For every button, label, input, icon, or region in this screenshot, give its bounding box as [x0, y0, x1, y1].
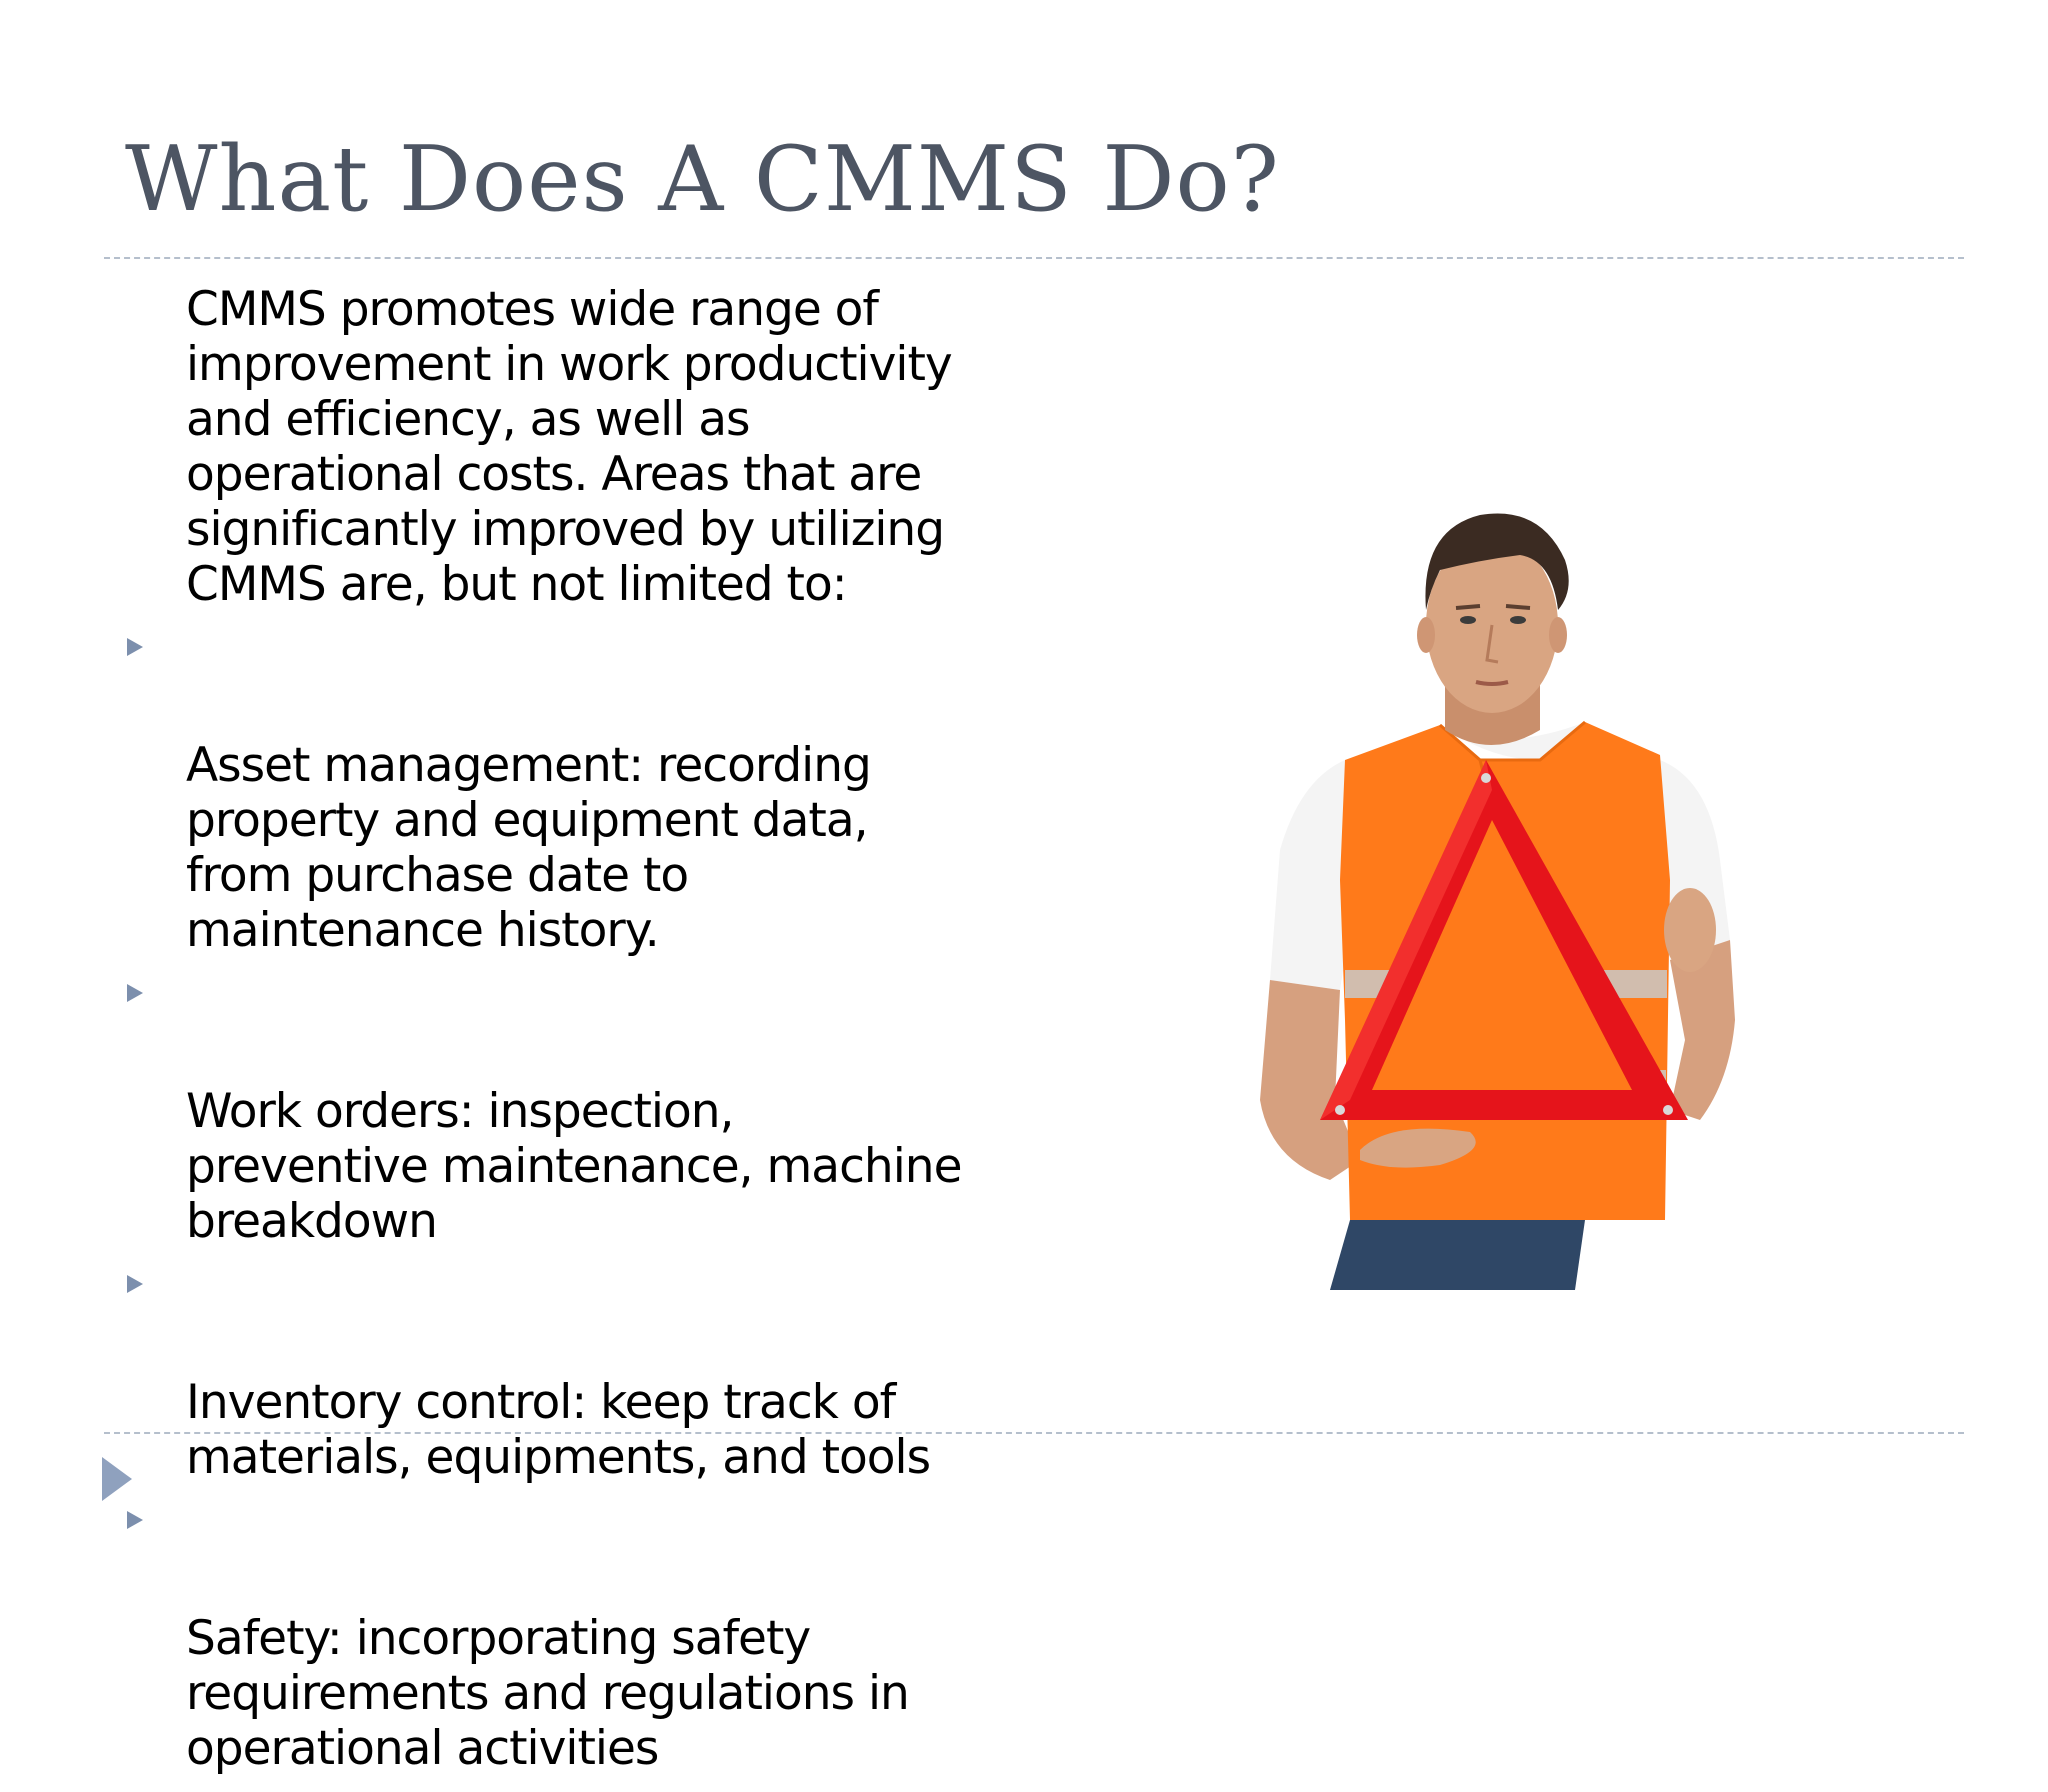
intro-paragraph: CMMS promotes wide range of improvement in work productivity and efficiency, as well as operational costs. Areas that are significantly improved by utilizing CMMS are, but not limited to:	[186, 282, 952, 612]
bullet-text: Asset management: recording property and equipment data, from purchase date to maintenance history.	[186, 738, 871, 958]
footer-divider	[104, 1432, 1964, 1434]
title-divider	[104, 257, 1964, 259]
bullet-list	[186, 628, 1016, 1776]
bullet-text: Safety: incorporating safety requirements and regulations in operational activities	[186, 1611, 909, 1776]
bullet-text: Work orders: inspection, preventive maintenance, machine breakdown	[186, 1084, 962, 1249]
bullet-item-asset-management	[186, 628, 1016, 958]
triangle-right-icon	[127, 638, 143, 656]
bullet-text: Inventory control: keep track of materials, equipments, and tools	[186, 1375, 931, 1485]
slide-title: What Does A CMMS Do?	[125, 127, 1280, 232]
bullet-item-work-orders	[186, 974, 1016, 1249]
bullet-item-inventory-control	[186, 1265, 1016, 1485]
next-slide-arrow-icon[interactable]	[102, 1457, 132, 1501]
triangle-right-icon	[127, 1275, 143, 1293]
worker-photo	[1240, 460, 1800, 1320]
triangle-right-icon	[127, 1511, 143, 1529]
slide-body	[186, 282, 1016, 1792]
bullet-item-safety	[186, 1501, 1016, 1776]
triangle-right-icon	[127, 984, 143, 1002]
